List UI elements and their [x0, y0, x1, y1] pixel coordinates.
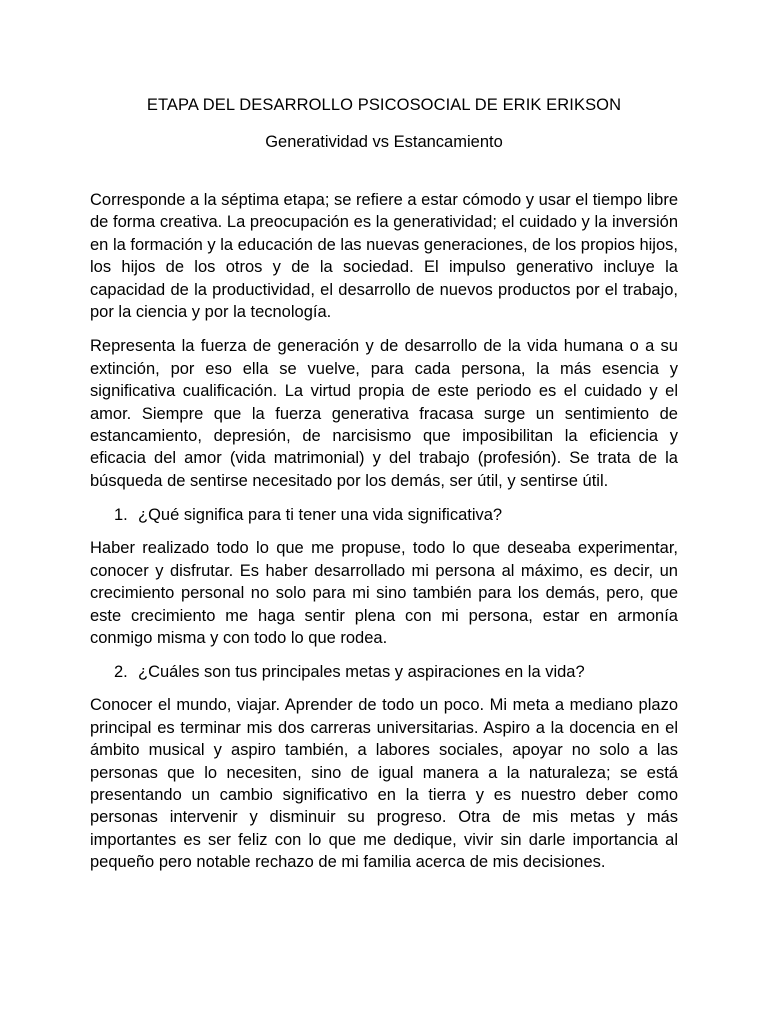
- intro-paragraph: Corresponde a la séptima etapa; se refiere a estar cómodo y usar el tiempo libre de forma creativa. La preocupación es la generatividad; el cuidado y la inversión en la formación y la educación de las nuevas generaciones, de los propios hijos, los hijos de los otros y de la sociedad. El impulso generativo incluye la capacidad de la productividad, el desarrollo de nuevos productos por el trabajo, por la ciencia y por la tecnología.: [90, 191, 678, 322]
- document-subtitle: Generatividad vs Estancamiento: [265, 133, 503, 151]
- question-item: [90, 661, 678, 683]
- body-paragraph: Representa la fuerza de generación y de desarrollo de la vida humana o a su extinción, por eso ella se vuelve, para cada persona, la más esencia y significativa cualificación. La virtud propia de este periodo es el cuidado y el amor. Siempre que la fuerza generativa fracasa surge un sentimiento de estancamiento, depresión, de narcisismo que imposibilitan la eficiencia y eficacia del amor (vida matrimonial) y del trabajo (profesión). Se trata de la búsqueda de sentirse necesitado por los demás, ser útil, y sentirse útil.: [90, 337, 678, 490]
- question-item: [90, 504, 678, 526]
- question-text: ¿Qué significa para ti tener una vida significativa?: [138, 506, 503, 525]
- answer-paragraph: Conocer el mundo, viajar. Aprender de todo un poco. Mi meta a mediano plazo principal es terminar mis dos carreras universitarias. Aspiro a la docencia en el ámbito musical y aspiro también, a labores sociales, apoyar no solo a las personas que lo necesiten, sino de igual manera a la naturaleza; se está presentando un cambio significativo en la tierra y es nuestro deber como personas intervenir y disminuir su progreso. Otra de mis metas y más importantes es ser feliz con lo que me dedique, vivir sin darle importancia al pequeño pero notable rechazo de mi familia acerca de mis decisiones.: [90, 696, 678, 872]
- answer-paragraph: Haber realizado todo lo que me propuse, todo lo que deseaba experimentar, conocer y disfrutar. Es haber desarrollado mi persona al máximo, es decir, un crecimiento personal no solo para mi sino también para los demás, pero, que este crecimiento me haga sentir plena con mi persona, estar en armonía conmigo misma y con todo lo que rodea.: [90, 539, 678, 647]
- question-number: 1.: [114, 506, 128, 525]
- question-text: ¿Cuáles son tus principales metas y aspiraciones en la vida?: [138, 663, 585, 682]
- document-title: ETAPA DEL DESARROLLO PSICOSOCIAL DE ERIK ERIKSON: [146, 96, 622, 114]
- question-number: 2.: [114, 663, 128, 682]
